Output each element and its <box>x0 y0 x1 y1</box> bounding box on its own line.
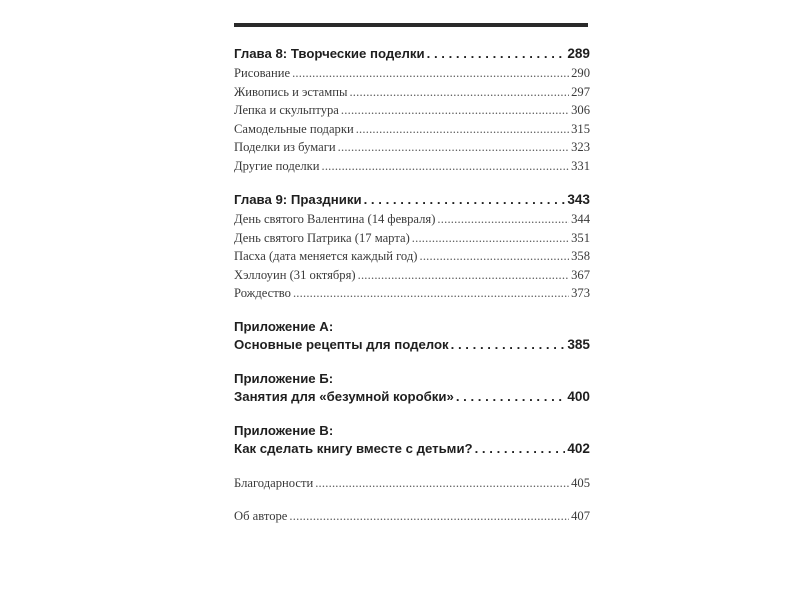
appendix-title: Как сделать книгу вместе с детьми? <box>234 440 473 456</box>
dot-leader <box>427 44 566 64</box>
toc-entry <box>234 64 590 83</box>
appendix-a <box>234 318 590 355</box>
entry-title: Лепка и скульптура <box>234 103 339 117</box>
entry-title: День святого Валентина (14 февраля) <box>234 212 436 226</box>
dot-leader <box>292 64 569 83</box>
entry-title: Живопись и эстампы <box>234 84 348 99</box>
entry-title: Другие поделки <box>234 158 320 173</box>
appendix-page: 385 <box>567 336 590 352</box>
entry-page: 344 <box>571 212 590 226</box>
top-rule <box>234 23 588 27</box>
entry-title: Рисование <box>234 66 291 80</box>
entry-title: Хэллоуин (31 октября) <box>234 267 356 282</box>
appendix-heading <box>234 439 590 459</box>
chapter-heading <box>234 44 590 64</box>
dot-leader <box>451 335 566 355</box>
dot-leader <box>338 138 569 157</box>
toc-entry <box>234 101 590 120</box>
entry-page: 373 <box>571 286 590 300</box>
entry-title: Самодельные подарки <box>234 121 354 136</box>
dot-leader <box>349 83 569 102</box>
dot-leader <box>315 474 569 493</box>
entry-title: День святого Патрика (17 марта) <box>234 230 410 245</box>
appendix-heading <box>234 387 590 407</box>
back-matter-acknowledgements <box>234 474 590 493</box>
back-matter-author <box>234 507 590 526</box>
dot-leader <box>341 101 569 120</box>
toc-entry <box>234 210 590 229</box>
toc-entry <box>234 266 590 285</box>
appendix-c <box>234 422 590 459</box>
dot-leader <box>293 284 569 303</box>
chapter-title: Глава 9: Праздники <box>234 192 362 207</box>
toc-entry <box>234 284 590 303</box>
entry-title: Поделки из бумаги <box>234 140 336 154</box>
toc-entry <box>234 247 590 266</box>
dot-leader <box>321 157 569 176</box>
toc-entry <box>234 157 590 176</box>
entry-title: Рождество <box>234 286 291 300</box>
toc-entry <box>234 507 590 526</box>
chapter-8 <box>234 44 590 175</box>
entry-page: 351 <box>571 230 590 245</box>
appendix-label-text: Приложение А: <box>234 318 334 334</box>
toc-entry <box>234 138 590 157</box>
appendix-title: Основные рецепты для поделок <box>234 336 449 352</box>
chapter-page: 289 <box>567 46 590 61</box>
dot-leader <box>437 210 569 229</box>
appendix-label <box>234 422 590 439</box>
toc-entry <box>234 474 590 493</box>
chapter-title: Глава 8: Творческие поделки <box>234 46 425 61</box>
entry-page: 405 <box>571 475 590 490</box>
dot-leader <box>456 387 565 407</box>
dot-leader <box>419 247 569 266</box>
appendix-label <box>234 318 590 335</box>
appendix-page: 400 <box>567 388 590 404</box>
entry-page: 297 <box>571 84 590 99</box>
entry-page: 367 <box>571 267 590 282</box>
dot-leader <box>364 190 566 210</box>
appendix-label-text: Приложение Б: <box>234 370 334 386</box>
chapter-9 <box>234 190 590 303</box>
appendix-heading <box>234 335 590 355</box>
appendix-b <box>234 370 590 407</box>
chapter-heading <box>234 190 590 210</box>
entry-page: 358 <box>571 249 590 263</box>
entry-page: 290 <box>571 66 590 80</box>
appendix-title: Занятия для «безумной коробки» <box>234 388 454 404</box>
dot-leader <box>289 507 569 526</box>
entry-page: 323 <box>571 140 590 154</box>
entry-page: 407 <box>571 509 590 523</box>
entry-title: Благодарности <box>234 475 314 490</box>
entry-title: Об авторе <box>234 509 288 523</box>
dot-leader <box>358 266 570 285</box>
dot-leader <box>475 439 566 459</box>
appendix-label <box>234 370 590 387</box>
toc-entry <box>234 229 590 248</box>
toc-entry <box>234 120 590 139</box>
dot-leader <box>412 229 569 248</box>
appendix-page: 402 <box>567 440 590 456</box>
appendix-label-text: Приложение В: <box>234 422 334 438</box>
chapter-page: 343 <box>567 192 590 207</box>
toc-entry <box>234 83 590 102</box>
entry-page: 315 <box>571 121 590 136</box>
table-of-contents <box>234 44 590 541</box>
entry-page: 331 <box>571 158 590 173</box>
dot-leader <box>356 120 569 139</box>
entry-page: 306 <box>571 103 590 117</box>
entry-title: Пасха (дата меняется каждый год) <box>234 249 418 263</box>
